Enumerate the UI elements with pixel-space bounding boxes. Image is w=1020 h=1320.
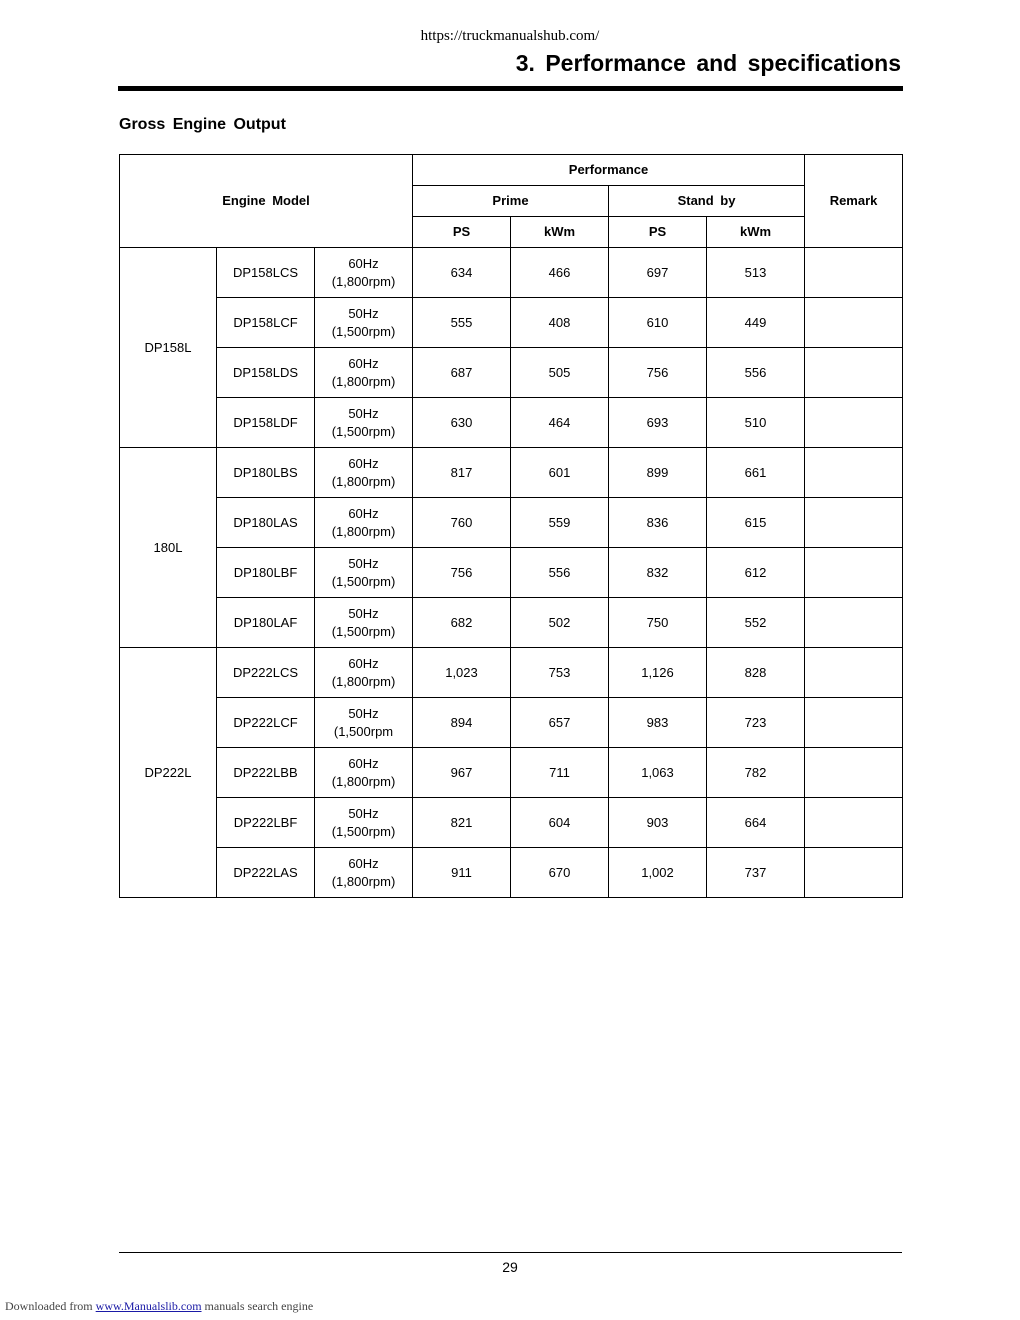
prime-ps-cell: 756 xyxy=(413,548,511,598)
prime-ps-cell: 687 xyxy=(413,348,511,398)
site-url: https://truckmanualshub.com/ xyxy=(420,28,600,44)
prime-ps-cell: 911 xyxy=(413,848,511,898)
prime-kwm-cell: 556 xyxy=(511,548,609,598)
rpm-value: (1,500rpm) xyxy=(331,573,396,589)
engine-model-header: Engine Model xyxy=(120,155,413,248)
table-row xyxy=(120,798,903,848)
prime-kwm-header: kWm xyxy=(511,217,609,248)
frequency-cell xyxy=(315,498,413,548)
frequency-value: 60Hz xyxy=(348,455,379,471)
prime-kwm-cell: 559 xyxy=(511,498,609,548)
standby-ps-cell: 750 xyxy=(609,598,707,648)
standby-kwm-cell: 449 xyxy=(707,298,805,348)
prime-kwm-cell: 466 xyxy=(511,248,609,298)
model-cell: DP180LAF xyxy=(217,598,315,648)
standby-ps-cell: 610 xyxy=(609,298,707,348)
model-cell: DP180LBS xyxy=(217,448,315,498)
chapter-title: 3. Performance and specifications xyxy=(515,50,901,76)
frequency-value: 60Hz xyxy=(348,355,379,371)
prime-ps-header: PS xyxy=(413,217,511,248)
model-cell: DP222LBB xyxy=(217,748,315,798)
rpm-value: (1,500rpm) xyxy=(331,623,396,639)
prime-ps-cell: 760 xyxy=(413,498,511,548)
standby-ps-cell: 1,002 xyxy=(609,848,707,898)
section-title: Gross Engine Output xyxy=(119,116,286,133)
prime-ps-cell: 682 xyxy=(413,598,511,648)
standby-ps-cell: 899 xyxy=(609,448,707,498)
frequency-value: 50Hz xyxy=(348,555,379,571)
frequency-value: 60Hz xyxy=(348,505,379,521)
standby-ps-cell: 756 xyxy=(609,348,707,398)
engine-family-cell: DP158L xyxy=(120,248,217,448)
frequency-value: 60Hz xyxy=(348,655,379,671)
prime-kwm-cell: 601 xyxy=(511,448,609,498)
rpm-value: (1,800rpm) xyxy=(331,473,396,489)
standby-kwm-header: kWm xyxy=(707,217,805,248)
prime-ps-cell: 630 xyxy=(413,398,511,448)
remark-cell xyxy=(805,398,903,448)
remark-cell xyxy=(805,248,903,298)
prime-ps-cell: 967 xyxy=(413,748,511,798)
prime-kwm-cell: 753 xyxy=(511,648,609,698)
rpm-value: (1,500rpm) xyxy=(331,423,396,439)
download-footer xyxy=(5,1299,313,1314)
standby-ps-cell: 983 xyxy=(609,698,707,748)
frequency-cell xyxy=(315,698,413,748)
rpm-value: (1,500rpm) xyxy=(331,823,396,839)
standby-ps-cell: 697 xyxy=(609,248,707,298)
engine-family-cell: DP222L xyxy=(120,648,217,898)
title-rule xyxy=(118,86,903,91)
model-cell: DP158LCS xyxy=(217,248,315,298)
standby-kwm-cell: 737 xyxy=(707,848,805,898)
frequency-value: 60Hz xyxy=(348,255,379,271)
frequency-value: 60Hz xyxy=(348,855,379,871)
prime-ps-cell: 1,023 xyxy=(413,648,511,698)
rpm-value: (1,800rpm) xyxy=(331,673,396,689)
model-cell: DP158LDS xyxy=(217,348,315,398)
standby-ps-cell: 836 xyxy=(609,498,707,548)
frequency-cell xyxy=(315,748,413,798)
table-row xyxy=(120,648,903,698)
remark-cell xyxy=(805,448,903,498)
remark-header: Remark xyxy=(805,155,903,248)
frequency-value: 50Hz xyxy=(348,405,379,421)
standby-ps-cell: 1,063 xyxy=(609,748,707,798)
prime-kwm-cell: 670 xyxy=(511,848,609,898)
page-number: 29 xyxy=(502,1259,518,1275)
prime-kwm-cell: 657 xyxy=(511,698,609,748)
frequency-cell xyxy=(315,598,413,648)
table-body xyxy=(120,248,903,898)
rpm-value: (1,800rpm) xyxy=(331,273,396,289)
model-cell: DP222LCS xyxy=(217,648,315,698)
footer-suffix: manuals search engine xyxy=(204,1299,314,1313)
standby-kwm-cell: 828 xyxy=(707,648,805,698)
remark-cell xyxy=(805,698,903,748)
table-row xyxy=(120,698,903,748)
frequency-cell xyxy=(315,348,413,398)
prime-ps-cell: 894 xyxy=(413,698,511,748)
frequency-cell xyxy=(315,448,413,498)
table-row xyxy=(120,448,903,498)
performance-header: Performance xyxy=(413,155,805,186)
model-cell: DP222LAS xyxy=(217,848,315,898)
rpm-value: (1,500rpm xyxy=(333,723,394,739)
gross-engine-output-table xyxy=(119,154,903,898)
remark-cell xyxy=(805,848,903,898)
remark-cell xyxy=(805,648,903,698)
standby-kwm-cell: 612 xyxy=(707,548,805,598)
standby-ps-header: PS xyxy=(609,217,707,248)
standby-kwm-cell: 615 xyxy=(707,498,805,548)
model-cell: DP180LAS xyxy=(217,498,315,548)
frequency-cell xyxy=(315,298,413,348)
table-row xyxy=(120,848,903,898)
model-cell: DP222LCF xyxy=(217,698,315,748)
standby-kwm-cell: 723 xyxy=(707,698,805,748)
table-row xyxy=(120,598,903,648)
prime-kwm-cell: 505 xyxy=(511,348,609,398)
prime-kwm-cell: 408 xyxy=(511,298,609,348)
footer-prefix: Downloaded from xyxy=(5,1299,93,1313)
standby-header: Stand by xyxy=(609,186,805,217)
prime-ps-cell: 634 xyxy=(413,248,511,298)
rpm-value: (1,800rpm) xyxy=(331,873,396,889)
frequency-value: 60Hz xyxy=(348,755,379,771)
standby-kwm-cell: 664 xyxy=(707,798,805,848)
table-row xyxy=(120,398,903,448)
frequency-value: 50Hz xyxy=(348,605,379,621)
footer-rule xyxy=(119,1252,902,1253)
standby-ps-cell: 832 xyxy=(609,548,707,598)
remark-cell xyxy=(805,548,903,598)
table-row xyxy=(120,548,903,598)
frequency-cell xyxy=(315,398,413,448)
remark-cell xyxy=(805,498,903,548)
model-cell: DP158LDF xyxy=(217,398,315,448)
frequency-value: 50Hz xyxy=(348,805,379,821)
remark-cell xyxy=(805,298,903,348)
prime-header: Prime xyxy=(413,186,609,217)
engine-family-cell: 180L xyxy=(120,448,217,648)
rpm-value: (1,500rpm) xyxy=(331,323,396,339)
standby-kwm-cell: 782 xyxy=(707,748,805,798)
manualslib-link[interactable]: www.Manualslib.com xyxy=(95,1299,202,1313)
frequency-cell xyxy=(315,248,413,298)
standby-kwm-cell: 661 xyxy=(707,448,805,498)
standby-ps-cell: 1,126 xyxy=(609,648,707,698)
standby-kwm-cell: 552 xyxy=(707,598,805,648)
table-row xyxy=(120,498,903,548)
model-cell: DP158LCF xyxy=(217,298,315,348)
prime-kwm-cell: 502 xyxy=(511,598,609,648)
table-row xyxy=(120,748,903,798)
frequency-value: 50Hz xyxy=(348,305,379,321)
rpm-value: (1,800rpm) xyxy=(331,523,396,539)
standby-kwm-cell: 513 xyxy=(707,248,805,298)
frequency-cell xyxy=(315,798,413,848)
remark-cell xyxy=(805,748,903,798)
frequency-value: 50Hz xyxy=(348,705,379,721)
remark-cell xyxy=(805,798,903,848)
table-row xyxy=(120,348,903,398)
frequency-cell xyxy=(315,848,413,898)
standby-kwm-cell: 510 xyxy=(707,398,805,448)
remark-cell xyxy=(805,348,903,398)
rpm-value: (1,800rpm) xyxy=(331,373,396,389)
standby-ps-cell: 903 xyxy=(609,798,707,848)
prime-ps-cell: 555 xyxy=(413,298,511,348)
table-row xyxy=(120,298,903,348)
prime-ps-cell: 821 xyxy=(413,798,511,848)
table-row xyxy=(120,248,903,298)
model-cell: DP222LBF xyxy=(217,798,315,848)
remark-cell xyxy=(805,598,903,648)
prime-kwm-cell: 464 xyxy=(511,398,609,448)
frequency-cell xyxy=(315,648,413,698)
prime-kwm-cell: 604 xyxy=(511,798,609,848)
standby-ps-cell: 693 xyxy=(609,398,707,448)
rpm-value: (1,800rpm) xyxy=(331,773,396,789)
model-cell: DP180LBF xyxy=(217,548,315,598)
frequency-cell xyxy=(315,548,413,598)
prime-kwm-cell: 711 xyxy=(511,748,609,798)
standby-kwm-cell: 556 xyxy=(707,348,805,398)
prime-ps-cell: 817 xyxy=(413,448,511,498)
